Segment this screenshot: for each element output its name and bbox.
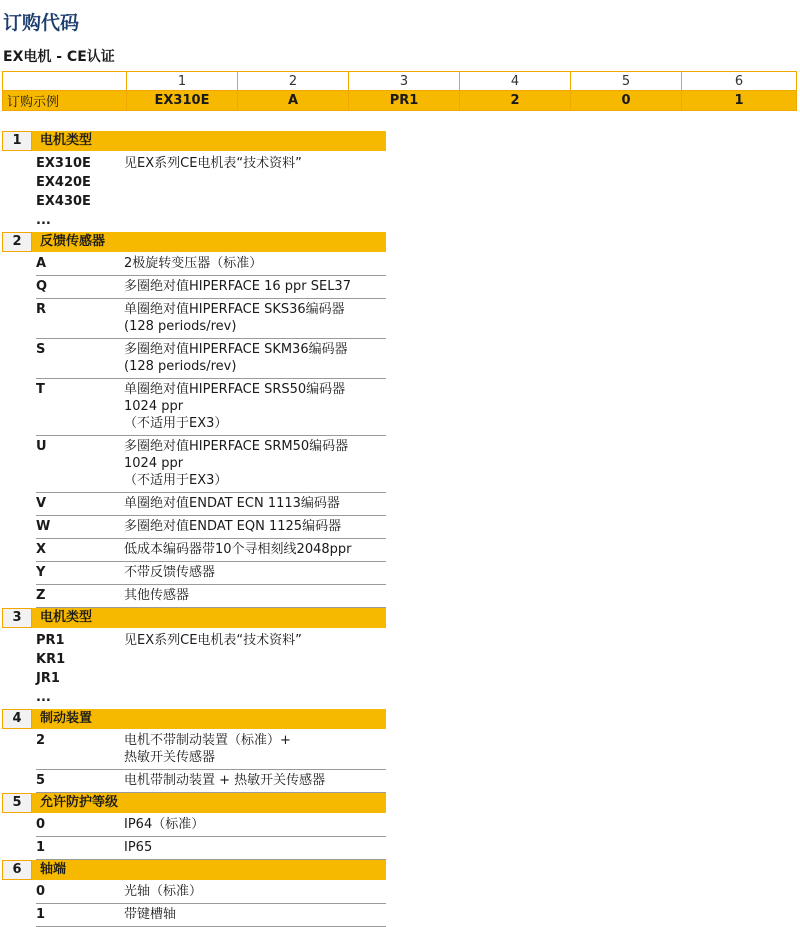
section-number: 2	[2, 232, 32, 252]
section-header	[2, 608, 386, 628]
ordering-example-table	[2, 71, 797, 111]
option-code: T	[36, 382, 45, 397]
section-title: 制动装置	[32, 709, 386, 729]
option-code: U	[36, 439, 47, 454]
section-header	[2, 232, 386, 252]
table-cell: PR1	[349, 91, 460, 111]
option-description: IP64（标准）	[124, 817, 205, 832]
table-header-cell: 1	[127, 72, 238, 91]
option-description: 单圈绝对值HIPERFACE SRS50编码器 1024 ppr （不适用于EX3）	[124, 382, 346, 431]
option-code: EX420E	[36, 175, 91, 190]
page-subtitle: EX电机 - CE认证	[3, 49, 115, 65]
option-row	[36, 276, 386, 299]
table-cell: 2	[460, 91, 571, 111]
option-code: 5	[36, 773, 46, 788]
option-code: A	[36, 256, 47, 271]
option-row	[36, 253, 386, 276]
option-description: 多圈绝对值HIPERFACE 16 ppr SEL37	[124, 279, 351, 294]
option-row	[36, 770, 386, 793]
table-header-cell: 2	[238, 72, 349, 91]
option-row	[36, 814, 386, 837]
table-header-row	[3, 72, 797, 91]
option-description: 见EX系列CE电机表“技术资料”	[124, 633, 302, 648]
option-code: JR1	[36, 671, 60, 686]
section-header	[2, 860, 386, 880]
section-header	[2, 793, 386, 813]
option-code: ...	[36, 213, 51, 228]
table-header-cell: 5	[571, 72, 682, 91]
section-number: 5	[2, 793, 32, 813]
section-title: 轴端	[32, 860, 386, 880]
option-row	[36, 904, 386, 927]
option-description: 见EX系列CE电机表“技术资料”	[124, 156, 302, 171]
option-code: R	[36, 302, 47, 317]
option-code: 0	[36, 817, 46, 832]
option-row	[36, 730, 386, 770]
section-number: 4	[2, 709, 32, 729]
option-list	[2, 131, 386, 927]
option-description: 其他传感器	[124, 588, 190, 603]
section-number: 3	[2, 608, 32, 628]
option-code: Q	[36, 279, 48, 294]
table-cell: A	[238, 91, 349, 111]
section-header	[2, 709, 386, 729]
option-description: 不带反馈传感器	[124, 565, 216, 580]
table-row-example	[3, 91, 797, 111]
option-code: S	[36, 342, 46, 357]
option-code: V	[36, 496, 47, 511]
option-code: PR1	[36, 633, 65, 648]
option-description: 低成本编码器带10个寻相刻线2048ppr	[124, 542, 352, 557]
option-description: 带键槽轴	[124, 907, 177, 922]
table-header-cell: 6	[682, 72, 797, 91]
option-row	[36, 493, 386, 516]
option-code: W	[36, 519, 51, 534]
option-description: 单圈绝对值HIPERFACE SKS36编码器 (128 periods/rev)	[124, 302, 345, 334]
option-description: 多圈绝对值ENDAT EQN 1125编码器	[124, 519, 342, 534]
option-code: 2	[36, 733, 46, 748]
option-code: KR1	[36, 652, 66, 667]
option-code: X	[36, 542, 47, 557]
option-code: 0	[36, 884, 46, 899]
table-header-cell: 3	[349, 72, 460, 91]
section-title: 电机类型	[32, 608, 386, 628]
option-row	[36, 436, 386, 493]
option-description: 多圈绝对值HIPERFACE SRM50编码器 1024 ppr （不适用于EX3）	[124, 439, 349, 488]
section-header	[2, 131, 386, 151]
option-code: EX310E	[36, 156, 91, 171]
option-row	[36, 379, 386, 436]
option-code: Z	[36, 588, 46, 603]
section-number: 1	[2, 131, 32, 151]
page-title: 订购代码	[3, 12, 80, 34]
table-header-cell: 4	[460, 72, 571, 91]
option-row	[36, 562, 386, 585]
option-row	[36, 881, 386, 904]
option-description: 光轴（标准）	[124, 884, 203, 899]
option-description: 2极旋转变压器（标准）	[124, 256, 263, 271]
table-cell: 0	[571, 91, 682, 111]
option-description: 电机带制动装置 + 热敏开关传感器	[124, 773, 326, 788]
option-code: 1	[36, 907, 46, 922]
option-description: 多圈绝对值HIPERFACE SKM36编码器 (128 periods/rev)	[124, 342, 348, 374]
option-row	[36, 516, 386, 539]
option-code: Y	[36, 565, 46, 580]
table-header-cell	[3, 72, 127, 91]
code-list	[36, 152, 386, 232]
row-label: 订购示例	[3, 91, 127, 111]
section-title: 反馈传感器	[32, 232, 386, 252]
table-cell: 1	[682, 91, 797, 111]
section-title: 电机类型	[32, 131, 386, 151]
section-number: 6	[2, 860, 32, 880]
option-code: ...	[36, 690, 51, 705]
option-description: 单圈绝对值ENDAT ECN 1113编码器	[124, 496, 340, 511]
option-code: 1	[36, 840, 46, 855]
code-column	[36, 631, 124, 707]
section-title: 允许防护等级	[32, 793, 386, 813]
option-code: EX430E	[36, 194, 91, 209]
option-description: 电机不带制动装置（标准）+ 热敏开关传感器	[124, 733, 291, 765]
option-row	[36, 539, 386, 562]
table-cell: EX310E	[127, 91, 238, 111]
option-row	[36, 585, 386, 608]
code-list	[36, 629, 386, 709]
option-row	[36, 339, 386, 379]
option-row	[36, 299, 386, 339]
option-row	[36, 837, 386, 860]
option-description: IP65	[124, 840, 153, 855]
code-column	[36, 154, 124, 230]
